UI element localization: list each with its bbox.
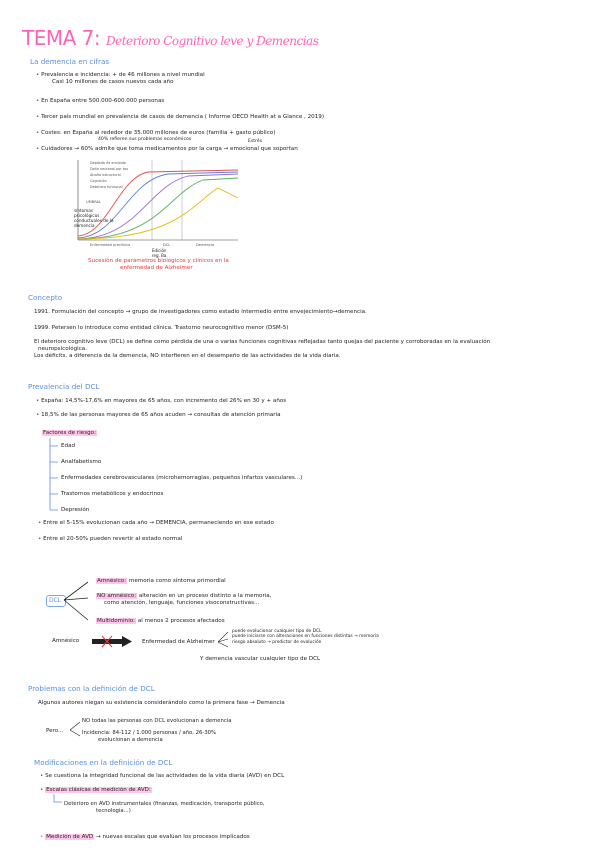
bullet-prevalencia: • Prevalencia e incidencia: + de 46 millones a nivel mundial (36, 72, 205, 78)
modificaciones-arrow (52, 794, 64, 806)
title-tema: TEMA 7: (22, 26, 101, 50)
chart-caption-line2: enfermedad de Alzheimer (120, 265, 193, 271)
dcl-type-no-amnesico: NO amnésico: alteración en un proceso distinto a la memoria, (97, 593, 272, 599)
prevalencia-b4: • Entre el 20-50% pueden revertir al estado normal (38, 536, 183, 542)
risk-item: Analfabetismo (61, 459, 102, 465)
chart-y-annotation: UMBRAL (86, 200, 102, 204)
alzheimer-note-3: riesgo absoluto → predictor de evolución (232, 640, 322, 645)
chart-left-label: síntomas psicológicos conductuales de la demencia (74, 208, 114, 228)
chart-x-label-preclinica: Enfermedad preclínica (90, 243, 131, 247)
bullet-costes-note: 40% refieren sus problemas económicos (98, 137, 192, 142)
title-subtitle: Deterioro Cognitivo leve y Demencias (105, 34, 319, 48)
page-title (22, 26, 318, 50)
concepto-p4: Los déficits, a diferencia de la demencia, NO interfieren en el desempeño de las actividades de la vida diaria. (34, 353, 341, 359)
modificaciones-b2-sub-cont: tecnología...) (96, 808, 131, 814)
modificaciones-b2-sub: Deterioro en AVD instrumentales (finanzas, medicación, transporte público, (64, 801, 265, 807)
alzheimer-label: Enfermedad de Alzheimer (142, 639, 215, 645)
vascular-note: Y demencia vascular cualquier tipo de DCL (200, 656, 321, 662)
problemas-n2: Incidencia: 84-112 / 1.000 personas / año, 26-30% (82, 730, 217, 736)
concepto-p3-cont: neuropsicológica. (38, 346, 88, 352)
dcl-label: DCL (49, 597, 62, 604)
legend-item: Deterioro funcional (90, 185, 123, 189)
chart-x-label-dcl: DCL (163, 243, 171, 247)
dcl-branches (64, 578, 94, 628)
chart-caption-line1: Sucesión de parámetros biológicos y clínicos en la (88, 258, 229, 264)
modificaciones-b1: • Se cuestiona la integridad funcional de las actividades de la vida diaria (AVD) en DCL (40, 773, 285, 779)
alzheimer-note-2: puede iniciarse con alteraciones en funciones distintas → memoria (232, 634, 379, 639)
problemas-p1: Algunos autores niegan su existencia considerándolo como la primera fase → Demencia (38, 700, 285, 706)
risk-item: Trastornos metabólicos y endocrinos (61, 491, 164, 497)
modificaciones-b3: • Medición de AVD → nuevas escalas que evalúan los procesos implicados (40, 834, 250, 840)
section-heading-cifras: La demencia en cifras (30, 57, 110, 66)
bullet-prevalencia-sub: Casi 10 millones de casos nuevos cada año (52, 79, 174, 85)
alzheimer-note-1: puede evolucionar cualquier tipo de DCL (232, 629, 322, 634)
risk-item: Depresión (61, 507, 90, 513)
amnesico-arrow (90, 636, 138, 648)
prevalencia-b1: • España: 14,5%-17,6% en mayores de 65 años, con incremento del 26% en 30 y + años (36, 398, 287, 404)
modificaciones-b2: • Escalas clásicas de medición de AVD: (40, 787, 151, 793)
problemas-n1: NO todas las personas con DCL evolucionan a demencia (82, 718, 232, 724)
risk-item: Enfermedades cerebrovasculares (microhemorragias, pequeños infartos vasculares...) (61, 475, 303, 481)
bullet-costes: • Costes: en España al rededor de 35.000 millones de euros (familia + gasto público) (36, 130, 276, 136)
dcl-type-multidominio: Multidominio: al menos 2 procesos afectados (97, 618, 225, 624)
chart-mid-label: Edición reg. Ba. (152, 248, 168, 258)
section-heading-modificaciones: Modificaciones en la definición de DCL (34, 758, 173, 767)
legend-item: Daño neuronal por tau (90, 167, 129, 171)
legend-item: Atrofia estructural (90, 173, 121, 177)
risk-heading: Factores de riesgo: (43, 430, 96, 436)
chart-x-label-demencia: Demencia (196, 243, 215, 247)
dcl-type-no-amnesico-cont: como atención, lenguaje, funciones visoconstructivas... (104, 600, 260, 606)
legend-item: Cognición (90, 179, 107, 183)
problemas-pero: Pero... (46, 728, 64, 734)
bullet-espana: • En España entre 500.000-600.000 personas (36, 98, 165, 104)
prevalencia-b2: • 18,5% de las personas mayores de 65 años acuden → consultas de atención primaria (36, 412, 281, 418)
alzheimer-branches (218, 630, 230, 650)
bullet-cuidadores: • Cuidadores → 60% admite que toma medicamentos por la carga → emocional que soportan (36, 146, 298, 152)
concepto-p1: 1991. Formulación del concepto → grupo de investigadores como estadio intermedio entre envejecimiento→demencia. (34, 309, 367, 315)
risk-item: Edad (61, 443, 76, 449)
legend-item: Depósito de amiloide (90, 161, 126, 165)
dcl-type-amnesico: Amnésico: memoria como síntoma primordial (97, 578, 226, 584)
concepto-p2: 1999. Petersen lo introduce como entidad clínica. Trastorno neurocognitivo menor (DSM-5) (34, 325, 289, 331)
section-heading-problemas: Problemas con la definición de DCL (28, 684, 155, 693)
section-heading-prevalencia: Prevalencia del DCL (28, 382, 100, 391)
bullet-tercer-pais: • Tercer país mundial en prevalencia de casos de demencia ( Informe OECD Health at a Glance , 2019) (36, 114, 325, 120)
section-heading-concepto: Concepto (28, 293, 63, 302)
problemas-n2-cont: evolucionan a demencia (98, 737, 163, 743)
chart-legend (90, 160, 128, 190)
prevalencia-b3: • Entre el 5-15% evolucionan cada año → DEMENCIA, permaneciendo en ese estado (38, 520, 274, 526)
bullet-cuidadores-note: Estrés (248, 139, 263, 144)
alzheimer-chart (68, 158, 240, 250)
concepto-p3: El deterioro cognitivo leve (DCL) se define como pérdida de una o varias funciones cognitivas reflejadas tanto quejas del paciente y corroboradas en la evaluación (34, 339, 491, 345)
amnesico-label: Amnésico (52, 638, 80, 644)
problemas-branches (70, 720, 82, 740)
